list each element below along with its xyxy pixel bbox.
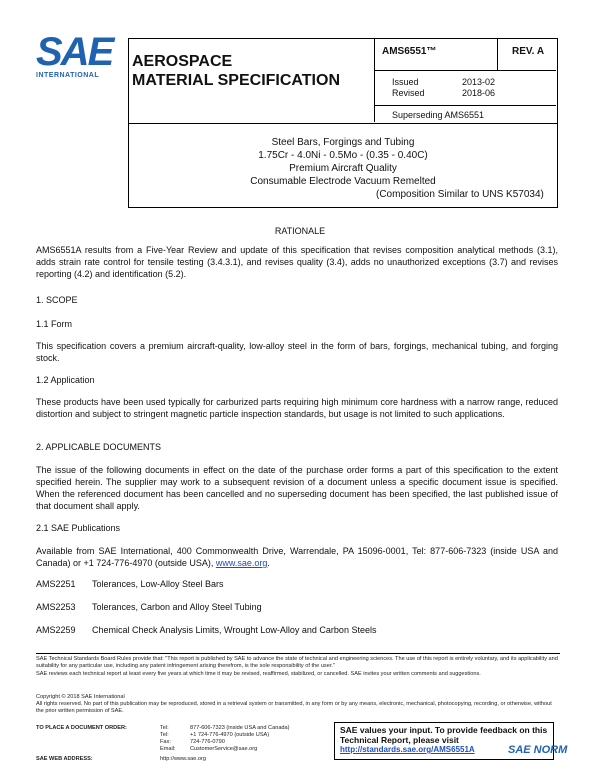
tel-value: +1 724-776-4970 (outside USA): [190, 732, 270, 738]
superseding: Superseding AMS6551: [392, 110, 485, 120]
sae-website-link[interactable]: www.sae.org: [215, 558, 268, 568]
feedback-line: SAE values your input. To provide feedback on this: [340, 725, 548, 735]
header-divider: [497, 38, 498, 71]
paragraph: This specification covers a premium aircraft-quality, low-alloy steel in the form of bars, forgings, mechanical tubing, and forging stock.: [36, 341, 558, 363]
spec-number: AMS6551™: [382, 46, 437, 57]
revised-date: 2018-06: [462, 88, 496, 98]
ref-code: AMS2253: [36, 602, 76, 612]
issued-date: 2013-02: [462, 77, 496, 87]
ref-code: AMS2251: [36, 579, 76, 589]
footer-text: SAE Technical Standards Board Rules provide that: "This report is published by SAE to advance the state of technical and engineering sciences. The use of this report is entirely voluntary, and its applicability and suitability for any particular use, including any patent infringement arising therefrom, is the sole responsibility of the user.": [36, 656, 558, 669]
title-line: (Composition Similar to UNS K57034): [376, 189, 544, 200]
title-line: Premium Aircraft Quality: [289, 163, 397, 174]
sae-logo: SAE: [36, 30, 113, 74]
footer-divider: [36, 653, 560, 654]
order-label: TO PLACE A DOCUMENT ORDER:: [36, 725, 127, 731]
tel-label: Tel:: [160, 725, 169, 731]
title-line: AEROSPACE: [132, 53, 233, 70]
paragraph: These products have been used typically for carburized parts requiring high minimum core hardness with a narrow range, reduced distortion and subject to stringent magnetic particle inspection standards, but usage is not limited to such applications.: [36, 397, 558, 419]
fax-value: 724-776-0790: [190, 739, 225, 745]
issued-label: Issued: [392, 77, 419, 87]
sae-logo-subtitle: INTERNATIONAL: [36, 72, 100, 79]
feedback-line: Technical Report, please visit: [340, 735, 459, 745]
header-divider: [374, 70, 556, 71]
fax-label: Fax:: [160, 739, 171, 745]
tel-value: 877-606-7323 (inside USA and Canada): [190, 725, 290, 731]
header-divider: [374, 38, 375, 122]
section-heading: 1. SCOPE: [36, 295, 78, 305]
title-line: 1.75Cr - 4.0Ni - 0.5Mo - (0.35 - 0.40C): [258, 150, 428, 161]
revised-label: Revised: [392, 88, 425, 98]
web-link[interactable]: http://www.sae.org: [160, 756, 207, 762]
footer-text: All rights reserved. No part of this publication may be reproduced, stored in a retrieval system or transmitted, in any form or by any means, electronic, mechanical, photocopying, recording, or otherwise, without the prior written permission of SAE.: [36, 701, 552, 714]
tel-label: Tel:: [160, 732, 169, 738]
email-label: Email:: [160, 746, 176, 752]
paragraph: The issue of the following documents in effect on the date of the purchase order forms a part of this specification to the extent specified herein. The supplier may work to a subsequent revision of a document unless a specific document issue is specified. When the referenced document has been cancelled and no superseding document has been specified, the last published issue of that document shall apply.: [36, 465, 558, 511]
section-heading: 1.2 Application: [36, 375, 95, 385]
ref-code: AMS2259: [36, 625, 76, 635]
web-label: SAE WEB ADDRESS:: [36, 756, 93, 762]
section-heading: 1.1 Form: [36, 319, 73, 329]
email-value[interactable]: CustomerService@sae.org: [190, 746, 258, 752]
section-heading: 2. APPLICABLE DOCUMENTS: [36, 442, 162, 452]
ref-title: Tolerances, Carbon and Alloy Steel Tubing: [92, 602, 262, 612]
section-heading: 2.1 SAE Publications: [36, 523, 121, 533]
document-type-title: [132, 52, 340, 90]
title-line: Steel Bars, Forgings and Tubing: [271, 137, 415, 148]
title-line: Consumable Electrode Vacuum Remelted: [250, 176, 436, 187]
revision: REV. A: [512, 46, 545, 57]
rationale-text: AMS6551A results from a Five-Year Review and update of this specification that revises composition analytical methods (3.1), adds strain rate control for tensile testing (3.4.3.1), and revises quality (3.4), adds no unauthorized exceptions (3.7) and revises reporting (4.2) and identification (5.2).: [36, 245, 558, 279]
title-line: MATERIAL SPECIFICATION: [132, 72, 340, 89]
sae-norm-logo: SAE NORM: [508, 744, 568, 756]
ref-title: Chemical Check Analysis Limits, Wrought Low-Alloy and Carbon Steels: [92, 625, 377, 635]
footer-text: Copyright © 2018 SAE International: [36, 694, 125, 700]
rationale-heading: RATIONALE: [274, 226, 326, 236]
header-divider: [374, 105, 556, 106]
feedback-link[interactable]: http://standards.sae.org/AMS6551A: [340, 745, 475, 754]
ref-title: Tolerances, Low-Alloy Steel Bars: [92, 579, 224, 589]
paragraph: Available from SAE International, 400 Commonwealth Drive, Warrendale, PA 15096-0001, Tel: 877-606-7323 (inside USA and Canada) or +1 724-776-4970 (outside USA), www.sae.org.: [36, 546, 558, 568]
paragraph-text: Available from SAE International, 400 Commonwealth Drive, Warrendale, PA 15096-0001, Tel: 877-606-7323 (inside USA and Canada) or +1 724-776-4970 (outside USA),: [36, 546, 558, 568]
footer-text: SAE reviews each technical report at least every five years at which time it may be revised, reaffirmed, stabilized, or cancelled. SAE invites your written comments and suggestions.: [36, 671, 481, 677]
